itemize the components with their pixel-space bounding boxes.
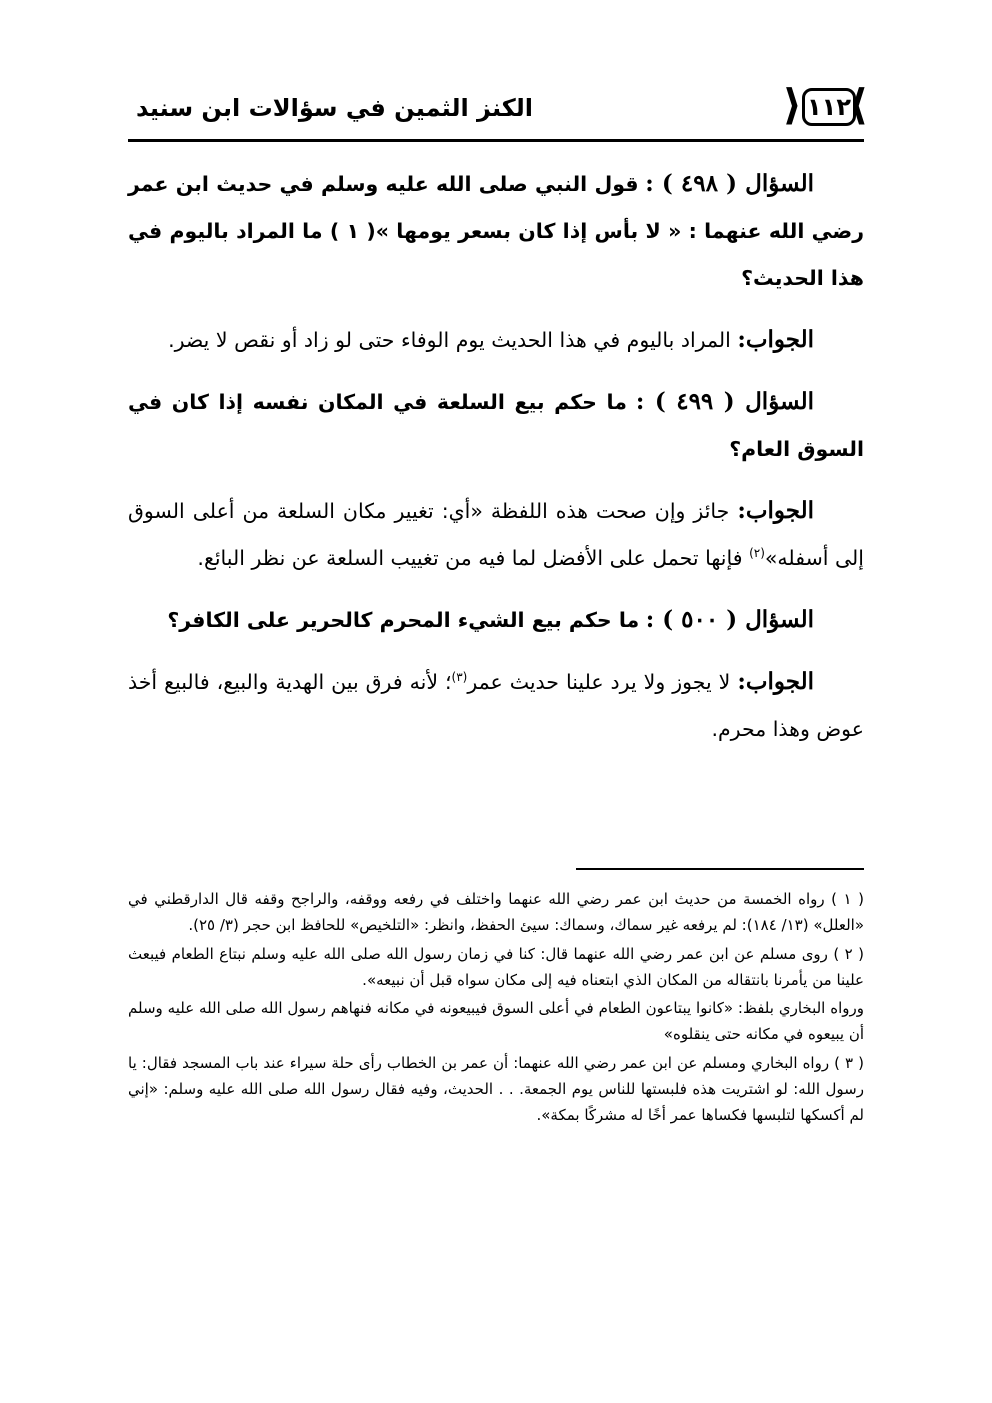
question-label: السؤال ( ٥٠٠ ) : <box>645 606 814 633</box>
question-label: السؤال ( ٤٩٨ ) : <box>645 170 815 197</box>
footnote-ref-3[interactable]: (٣) <box>451 670 468 685</box>
footnote-ref-2[interactable]: (٢) <box>749 546 765 561</box>
answer-500 <box>128 658 864 753</box>
page-header <box>128 78 868 140</box>
answer-text: لا يجوز ولا يرد علينا حديث عمر <box>467 670 731 694</box>
question-text: ما حكم بيع الشيء المحرم كالحرير على الكافر؟ <box>167 608 640 632</box>
page-number: ١١٢ <box>807 93 851 121</box>
footnote-text: رواه البخاري ومسلم عن ابن عمر رضي الله عنهما: أن عمر بن الخطاب رأى حلة سيراء عند باب المسجد فقال: يا رسول الله: لو اشتريت هذه فلبستها للناس يوم الجمعة. . . الحديث، وفيه فقال رسول الله صلى الله عليه وسلم: «إني لم أكسكها لتلبسها فكساها عمر أخًا له مشركًا بمكة». <box>128 1053 864 1125</box>
footnote-text: رواه الخمسة من حديث ابن عمر رضي الله عنهما واختلف في رفعه ووقفه، والراجح وقفه قال الدارقطني في «العلل» (١٣/ ١٨٤): لم يرفعه غير سماك، وسماك: سيئ الحفظ، وانظر: «التلخيص» للحافظ ابن حجر (٣/ ٢٥). <box>128 890 864 935</box>
footnotes <box>128 886 864 1131</box>
footnote-divider <box>576 868 864 870</box>
footnote-1 <box>128 886 864 939</box>
answer-text-continued: ؛ لأنه فرق بين الهدية والبيع، فالبيع أخذ عوض وهذا محرم. <box>128 670 864 741</box>
answer-499 <box>128 487 864 582</box>
answer-text: جائز وإن صحت هذه اللفظة «أي: تغيير مكان السلعة من أعلى السوق إلى أسفله» <box>128 499 864 570</box>
question-499 <box>128 378 864 473</box>
question-498 <box>128 160 864 302</box>
footnote-2-continued <box>128 995 864 1048</box>
footnote-number: ( ٣ ) <box>834 1053 865 1072</box>
page-body <box>128 160 864 767</box>
ornament-bracket-right-icon: ⟩ <box>848 80 868 129</box>
question-text: ما حكم بيع السلعة في المكان نفسه إذا كان في السوق العام؟ <box>128 390 864 461</box>
header-divider <box>128 139 864 142</box>
ornament-bracket-left-icon: ⟨ <box>782 80 802 129</box>
page-number-badge <box>782 80 868 130</box>
book-title: الكنز الثمين في سؤالات ابن سنيد <box>136 94 533 122</box>
question-text: قول النبي صلى الله عليه وسلم في حديث ابن عمر رضي الله عنهما : « لا بأس إذا كان بسعر يومها »( ١ ) ما المراد باليوم في هذا الحديث؟ <box>128 172 864 290</box>
answer-498 <box>128 316 864 364</box>
answer-label: الجواب: <box>737 497 814 524</box>
footnote-3 <box>128 1050 864 1129</box>
answer-label: الجواب: <box>737 326 814 353</box>
footnote-text: ورواه البخاري بلفظ: «كانوا يبتاعون الطعام في أعلى السوق فيبيعونه في مكانه فنهاهم رسول الله صلى الله عليه وسلم أن يبيعوه في مكانه حتى ينقلوه» <box>128 999 864 1044</box>
footnote-number: ( ٢ ) <box>833 944 864 963</box>
question-500 <box>128 596 864 644</box>
answer-text-continued: فإنها تحمل على الأفضل لما فيه من تغييب السلعة عن نظر البائع. <box>197 546 750 570</box>
answer-label: الجواب: <box>737 668 814 695</box>
footnote-text: روى مسلم عن ابن عمر رضي الله عنهما قال: كنا في زمان رسول الله صلى الله عليه وسلم نبتاع الطعام فيبعث علينا من يأمرنا بانتقاله من المكان الذي ابتعناه فيه إلى مكان سواه قبل أن نبيعه». <box>128 944 864 989</box>
answer-text: المراد باليوم في هذا الحديث يوم الوفاء حتى لو زاد أو نقص لا يضر. <box>168 328 731 352</box>
footnote-2 <box>128 941 864 994</box>
footnote-number: ( ١ ) <box>831 890 864 908</box>
question-label: السؤال ( ٤٩٩ ) : <box>635 388 814 415</box>
